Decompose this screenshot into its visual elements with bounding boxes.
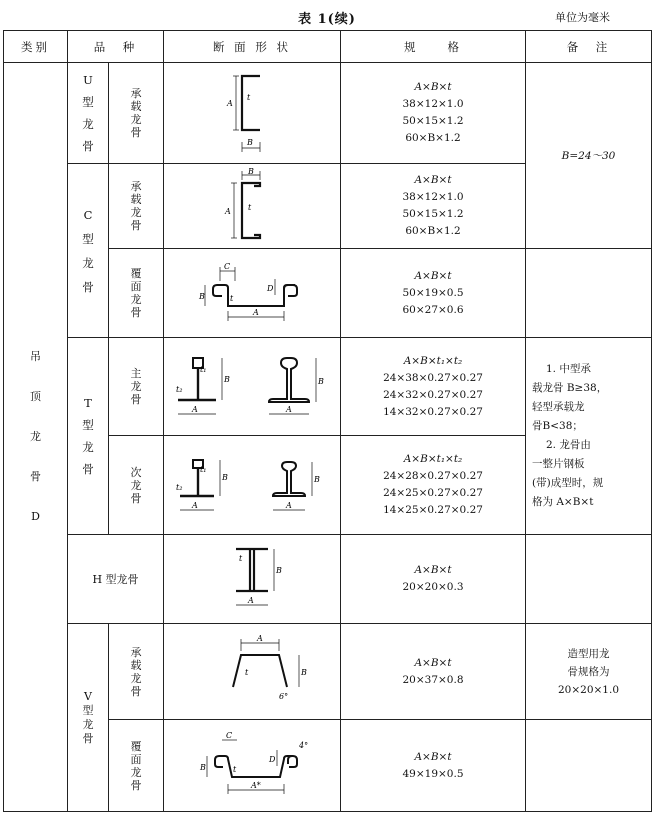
v-spec-line: 20×37×0.8	[402, 673, 464, 686]
v-section-drawing-2	[164, 720, 341, 812]
h-spec-line: A×B×t	[414, 564, 452, 576]
u-name-char: 龙	[82, 117, 94, 131]
t-note-line: 2. 龙骨由	[546, 439, 591, 451]
u-label-b: B	[247, 138, 253, 147]
t-sub-char: 龙	[130, 478, 142, 492]
note-b: B=24～30	[561, 150, 616, 162]
t-name-char: 型	[82, 418, 94, 432]
col-category: 类别	[4, 31, 68, 63]
c-name-char: 龙	[82, 255, 94, 270]
v-note-line: 造型用龙	[567, 647, 610, 660]
c-sub-char: 面	[130, 280, 142, 293]
table-title: 表 1(续)	[298, 12, 356, 27]
v-sub-char: 承	[130, 645, 142, 659]
c-sub-char: 承	[130, 180, 142, 193]
v-label-a2: A*	[251, 780, 261, 790]
v-cover-profile-icon	[187, 726, 317, 806]
col-spec: 规 格	[341, 31, 526, 63]
v-spec-line: A×B×t	[414, 656, 452, 669]
c-type-name	[68, 164, 109, 338]
c-spec-2	[341, 249, 526, 338]
table-header-row	[4, 31, 652, 63]
c-type-sub1	[109, 164, 164, 249]
c-profile-icon	[192, 166, 312, 246]
v-label-b2: B	[200, 762, 206, 772]
v-label-t: t	[245, 667, 249, 677]
u-name-char: 型	[82, 95, 94, 109]
c-label-t2: t	[230, 294, 234, 303]
v-sub-char: 面	[130, 752, 142, 766]
v-name-char: V	[84, 689, 92, 703]
t2-label-t1: t₁	[200, 465, 207, 474]
v-spec-2	[341, 720, 526, 812]
v-name-char: 骨	[82, 731, 94, 745]
v-spec-1	[341, 624, 526, 720]
c-label-t: t	[248, 203, 252, 212]
t-sub-char: 次	[130, 465, 142, 479]
t-label-a2: A	[286, 404, 292, 414]
c-spec-line: 38×12×1.0	[402, 191, 464, 203]
u-label-t: t	[247, 93, 251, 102]
row-h-type	[4, 535, 652, 624]
v-label-angle6: 6°	[279, 691, 289, 701]
t-spec-line: A×B×t₁×t₂	[403, 354, 463, 367]
t-label-t2: t₂	[176, 384, 183, 394]
v-sub-char: 骨	[130, 684, 142, 698]
t-name-char: T	[84, 396, 92, 410]
t-note-line: 载龙骨 B≥38，	[532, 382, 608, 394]
t-sub-char: 主	[130, 367, 142, 380]
category-char: 顶	[30, 390, 41, 403]
t-label-b2: B	[318, 376, 324, 386]
v-note-line: 20×20×1.0	[557, 683, 620, 696]
c-cover-profile-icon	[187, 257, 317, 329]
u-spec-line: A×B×t	[414, 81, 452, 93]
v-sub-char: 龙	[130, 765, 142, 779]
t-sub-char: 骨	[130, 491, 142, 505]
c-name-char: 骨	[82, 279, 94, 294]
t-note-cell	[526, 338, 652, 535]
t-note-line: 骨B<38；	[532, 420, 583, 432]
v-label-d: D	[269, 754, 276, 764]
col-section: 断 面 形 状	[164, 31, 341, 63]
c-label-c: C	[224, 262, 231, 271]
u-sub-char: 骨	[130, 126, 142, 139]
t-label-a: A	[192, 404, 198, 414]
category-char: 骨	[30, 470, 41, 483]
v-sub-char: 骨	[130, 778, 142, 792]
note-empty-h	[526, 535, 652, 624]
note-b-cell	[526, 63, 652, 249]
u-type-sub	[109, 63, 164, 164]
v-label-b: B	[301, 667, 307, 677]
v-sub-char: 龙	[130, 671, 142, 685]
t-type-name	[68, 338, 109, 535]
c-section-drawing-2	[164, 249, 341, 338]
c-name-char: C	[83, 207, 93, 222]
t-label-t1: t₁	[200, 364, 207, 374]
c-spec-line: 60×B×1.2	[405, 225, 461, 237]
t-sub-char: 骨	[130, 393, 142, 406]
v-label-c: C	[226, 730, 233, 740]
u-spec	[341, 63, 526, 164]
v-label-t2: t	[233, 764, 237, 774]
u-name-char: 骨	[82, 139, 94, 153]
c-section-drawing-1	[164, 164, 341, 249]
h-section-drawing	[164, 535, 341, 624]
t-spec-line: 14×32×0.27×0.27	[383, 405, 483, 418]
t-spec-line: 24×32×0.27×0.27	[383, 388, 483, 401]
t-main-profile-icon	[164, 342, 340, 432]
category-char: 吊	[30, 350, 41, 363]
h-spec	[341, 535, 526, 624]
v-load-profile-icon	[187, 629, 317, 715]
v-note-cell	[526, 624, 652, 720]
spec-table	[3, 30, 652, 812]
c-spec-line: A×B×t	[414, 269, 452, 282]
v-sub-char: 载	[130, 658, 142, 672]
h-label-t: t	[239, 554, 243, 563]
h-label-b: B	[276, 566, 282, 575]
t-sub-char: 龙	[130, 380, 142, 393]
c-spec-line: 60×27×0.6	[402, 303, 464, 316]
c-sub-char: 骨	[130, 306, 142, 319]
note-empty-v2	[526, 720, 652, 812]
c-sub-char: 覆	[130, 267, 142, 280]
t-note-line: 轻型承载龙	[532, 401, 585, 413]
t-label-b: B	[224, 374, 230, 384]
t-section-drawing-1	[164, 338, 341, 436]
col-note: 备 注	[526, 31, 652, 63]
v-label-angle4: 4°	[299, 740, 309, 750]
t-spec-2	[341, 436, 526, 535]
col-variety: 品 种	[68, 31, 164, 63]
v-name-char: 型	[82, 703, 94, 717]
t-type-sub1	[109, 338, 164, 436]
v-name-char: 龙	[82, 717, 94, 731]
h-type-name: H 型龙骨	[68, 535, 164, 624]
c-label-d: D	[267, 284, 274, 293]
v-label-a: A	[257, 633, 263, 643]
category-char: D	[31, 510, 40, 523]
u-spec-line: 60×B×1.2	[405, 132, 461, 144]
c-spec-line: A×B×t	[414, 174, 452, 186]
t-note-line: 格为 A×B×t	[532, 496, 594, 508]
t-note-line: 1. 中型承	[546, 363, 591, 375]
note-empty-c2	[526, 249, 652, 338]
h-label-a: A	[248, 596, 254, 605]
u-type-name	[68, 63, 109, 164]
t-spec-line: 24×25×0.27×0.27	[383, 487, 483, 499]
v-type-sub1	[109, 624, 164, 720]
category-char: 龙	[30, 430, 41, 443]
u-section-drawing	[164, 63, 341, 164]
t2-label-a2: A	[286, 501, 292, 510]
t-note-line: 一整片钢板	[532, 458, 585, 470]
t-note-line: (带)成型时，规	[532, 477, 604, 489]
c-label-b2: B	[199, 292, 205, 301]
t-name-char: 龙	[82, 440, 94, 454]
v-section-drawing-1	[164, 624, 341, 720]
c-label-a2: A	[253, 308, 259, 317]
u-spec-line: 50×15×1.2	[402, 115, 464, 127]
row-t-type-1	[4, 338, 652, 436]
category-cell	[4, 63, 68, 812]
t-secondary-profile-icon	[164, 440, 340, 530]
c-name-char: 型	[82, 231, 94, 246]
h-profile-icon	[192, 539, 312, 619]
t2-label-a: A	[192, 501, 198, 510]
v-spec-line: 49×19×0.5	[402, 767, 464, 780]
v-sub-char: 覆	[130, 739, 142, 753]
c-label-a: A	[225, 207, 231, 216]
t2-label-b: B	[222, 473, 228, 482]
c-sub-char: 龙	[130, 206, 142, 219]
c-sub-char: 龙	[130, 293, 142, 306]
t2-label-t2: t₂	[176, 483, 183, 492]
t-spec-line: 24×38×0.27×0.27	[383, 371, 483, 384]
u-label-a: A	[227, 99, 233, 108]
t-section-drawing-2	[164, 436, 341, 535]
u-spec-line: 38×12×1.0	[402, 98, 464, 110]
u-sub-char: 承	[130, 87, 142, 100]
t-spec-line: 24×28×0.27×0.27	[383, 470, 483, 482]
c-sub-char: 载	[130, 193, 142, 206]
t2-label-b2: B	[314, 475, 320, 484]
unit-label: 单位为毫米	[555, 11, 610, 24]
u-name-char: U	[83, 73, 93, 87]
c-spec-1	[341, 164, 526, 249]
t-spec-line: 14×25×0.27×0.27	[383, 504, 483, 516]
h-spec-line: 20×20×0.3	[402, 581, 464, 593]
t-name-char: 骨	[82, 462, 94, 476]
v-note-line: 骨规格为	[567, 665, 610, 678]
c-spec-line: 50×19×0.5	[402, 286, 464, 299]
c-sub-char: 骨	[130, 219, 142, 232]
row-u-type	[4, 63, 652, 164]
u-sub-char: 载	[130, 100, 142, 113]
t-type-sub2	[109, 436, 164, 535]
t-spec-line: A×B×t₁×t₂	[403, 453, 463, 465]
c-label-b: B	[248, 167, 254, 176]
c-spec-line: 50×15×1.2	[402, 208, 464, 220]
v-spec-line: A×B×t	[414, 750, 452, 763]
t-spec-1	[341, 338, 526, 436]
v-type-name	[68, 624, 109, 812]
c-type-sub2	[109, 249, 164, 338]
u-sub-char: 龙	[130, 113, 142, 126]
u-profile-icon	[192, 68, 312, 158]
row-v-type-1	[4, 624, 652, 720]
v-type-sub2	[109, 720, 164, 812]
